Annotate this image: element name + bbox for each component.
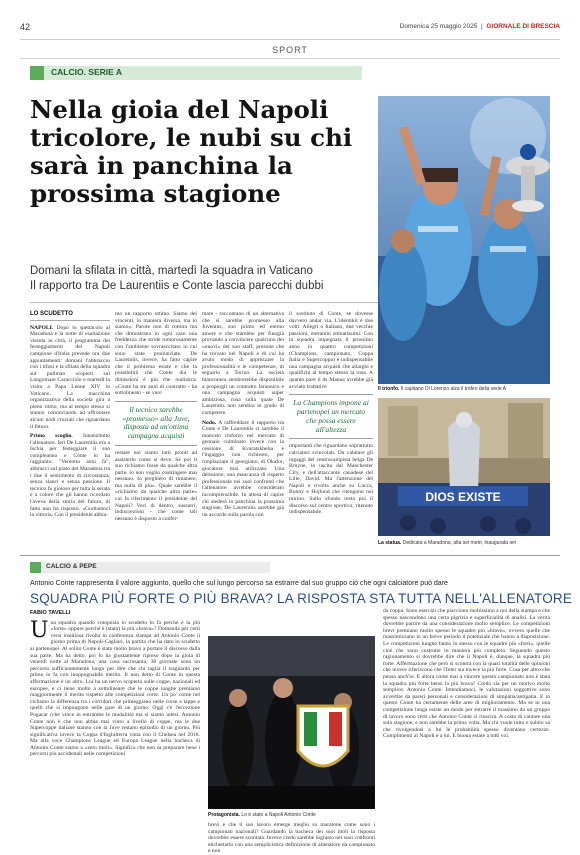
paragraph-text: restare noi siamo tutti pronti ad assisterlo come si deve. Se poi il suo richiamo fosse da qualche altra parte, io non voglio costringere mai nessuno. Io preghiero di rimanere, ma nulla di più». Quale sarebbe il «richiamo da qualche altra parte» cui fa riferimento il presidente del Napoli? Voci di dentro, sussurri, indiscrezioni - che come tali nessuno è disposto a confer-: [115, 449, 197, 522]
summary-line: Antonio Conte rappresenta il valore aggiunto, quello che sul lungo percorso sa estrarre dal suo gruppo ciò che ogni calciatore può dare: [30, 580, 448, 587]
article-column-4: [289, 311, 373, 551]
caption-text: Lo è stato a Napoli Antonio Conte: [241, 812, 316, 818]
maradona-statue-image: [378, 398, 550, 536]
paragraph-lead: Primo scoglio.: [30, 433, 73, 440]
column-tag: [30, 562, 270, 573]
caption-text: Il capitano Di Lorenzo alza il trofeo della serie A: [400, 386, 507, 392]
pull-quote: Il tecnico sarebbe «promesso» alla Juve, disposta ad un'ottima campagna acquisti: [115, 401, 197, 446]
byline: FABIO TAVELLI: [30, 610, 71, 616]
article-kicker: LO SCUDETTO: [30, 311, 110, 321]
section-rule: [20, 58, 560, 59]
trophy-photo: [378, 96, 550, 384]
page-number: 42: [20, 22, 31, 32]
paragraph-text: importanti che riguardano soprattutto calciatori svincolati. Da valutare gli ingaggi del centrocampista belga De Bruyne, in uscita dal Manchester City, e dell'attaccante canadese del Lille, David. Ma l'attenzione del Napoli è rivolta anche su Lucca, Bonny e Hojlund che ritengono nel mirino. Sullo sfondo resta poi il discorso sul centro sportivo, ritenuto indispensabile.: [289, 443, 373, 516]
statue-photo: [378, 398, 550, 536]
deck-rule: [30, 302, 380, 303]
conte-celebration-image: [208, 636, 375, 809]
paragraph-text: brevi e che il suo lavoro emerge meglio su maratone come sono i campionati nazionali? Guardando la bacheca dei suoi titoli la risposta dovrebbe essere scontata. Invece credo sarebbe ingiusto nei suoi confronti etichettarlo con una semplicistica definizione di allenatore da campionato e non: [208, 822, 375, 855]
opinion-column-2: [208, 822, 375, 855]
paragraph-text: mo un rapporto ottimo. Siamo dei vincenti, in maniera diversa, ma lo siamo». Parole non di rottura ma che dimostrano in ogni caso una freddezza che stride rumorosamente con l'ambiente sovraeccitato in cui sono state pronunciate. De Laurentiis, invece, ha fatto capire che il problema esiste e che la possibilità che Conte dia le dimissioni è più che realistica. «Conte ha tre anni di contratto - ha sottolineato - se vuol: [115, 311, 197, 397]
issue-date: Domenica 25 maggio 2025: [399, 23, 478, 30]
paragraph-text: mare - raccontano di un alternativa che si sarebbe promesso alla Juventus, suo primo ed eterno amore e che starebbe per finogià provando a convincere qualcuno dei «nuovi» del suo staff, presone che ha trovato nel Napoli e di cui ha avuto modo di apprezzare la professionalità e le competenze, di seguirlo a Torino. La società bianconera sembrerebbe disponibile a proporgli un contratto faraonico e una campagna acquisti super ambiziosa, cosa sulla quale De Laurentiis non sembra in grado di competere.: [202, 311, 284, 416]
column-tag-label: CALCIO & PEPE: [46, 563, 97, 570]
section-title: SPORT: [272, 45, 308, 55]
drop-cap: U: [30, 617, 49, 643]
paragraph-text: Dopo lo spettacolo al Maradona e la notte di esaltazione vissuta in città, il programma dei festeggiamenti del Napoli campione d'Italia prevede ora due appuntamenti: domani l'abbraccio con i tifosi e la sfilata della squadra sui pullman scoperti sul Lungomare Caracciolo e martedì la visita a Papa Leone XIV in Vaticano. La macchina organizzativa della società gira a pieno ritmo, ma al tempo stesso si stanno cominciando ad affrontare alcuni nodi cruciali che riguardano il futuro.: [30, 324, 110, 430]
caption-lead: Il trionfo.: [378, 386, 400, 392]
article-column-3: [202, 311, 284, 551]
paragraph-text: na squadra quando conquista lo scudetto lo fa perché è la più «forte» oppure perché è (stata) la più «brava»? Domanda per certi versi insidiosa rivolta in conferenza stampa ad Antonio Conte il giorno prima di Napoli-Cagliari, la partita che ha dato lo scudetto ai partenopei. Al solito Conte è stato molto bravo a portare il discorso dalla sua parte. Ma ha detto, poi lo ha giustamente ripreso dopo la gioia di venerdì notte al Maradona, una cosa sacrosanta: 38 giornate sono un percorso sufficientemente lungo per dire che chi taglia il traguardo per primo lo fa con inoppugnabile merito. Il non detto di Conte in questa affermazione è un altro. Lui ha un nervo scoperto sulle coppe, nazionali ed europee, e ci tiene molto a sottolineare che le coppe lunghe premiano maggiormente il merito rispetto alle competizioni corte. Un po' come nel ciclismo la differenza tra i corridori che primeggiano nelle corse a tappe e quelli che si impongono nelle gare di un giorno. Oggi c'è l'eccezione Pogacar (che vince in entrambe le modalità) ma si siamo intesi. Antonio Conte non è che non abbia mai vinto a livello di coppe, ma le due Supercoppe italiane stanno con la Juve restano episodio di un giorno. Più significativa invece la Coppa d'Inghilterra vinta con il Chelsea nel 2018. Ma alla voce Champions League ed Europa League nella bacheca di Antonio Conte siamo a «zero titoli». Significa che non sa preparare bene i percorsi più accidentali nelle competizioni: [30, 619, 200, 758]
caption-text: Dedicata a Maradona, alta sei metri, inaugurata ieri: [402, 540, 517, 546]
paragraph: [30, 325, 110, 431]
article-column-2: [115, 311, 197, 551]
tag-square-icon: [30, 562, 41, 573]
paragraph-text: da coppa. Sono esercizi che piacciono moltissimo a noi della stampa e che spesso nascondono una certa pigrizia e superficialità di analisi. La verità dovrebbe partire da una considerazione molto semplice. Le competizioni brevi premiano molto spesso le squadre più «brave», ovvero quelle che massimizzano in un breve periodo il potenziale che hanno a disposizione. Le competizioni lunghe fanno lo stesso con le squadre più «forti», quelle cioè che sono costruite in maniera più completa. Seguendo questo ragionamento si dovrebbe dire che il Napoli è, dunque, la squadra più forte. Affermazione che però si scontra con la quasi totalità delle opinioni che invece riferiscono che l'Inter sia invece la più forte. Cosa per altro che penso anch'io. E allora come mai a vincere questo campionato non è stata la squadra più forte bensì la più brava? Credo sia per un motivo molto semplice: Antonio Conte. Intendiamoci, le valutazioni soggettive sono avvertite da pareri personali e considerazioni di simpatia/antipatia. E in questo Conte ha certamente delle aree di miglioramento. Ma se in una competizione lunga esiste un modo per estrarre il massimo da un gruppo di lavoro sono certi che Antonio Conte ci riuscirà. A costo di cantare una sola stagione, e non sarebbe la prima volta. Ma chi vuole tutto e subito sa che rivolgendosi a lui le probabilità spesso diventano certezze. Complimenti al Napoli e a lui. E buona estate a tutti voi.: [383, 608, 550, 740]
dateline: Domenica 25 maggio 2025 | GIORNALE DI BRESCIA: [399, 23, 560, 30]
topic-tag: [30, 66, 362, 80]
trophy-celebration-image: [378, 96, 550, 384]
paragraph-text: A raffreddare il rapporto tra Conte e De Laurentiis ci sarebbe il mancato rinforzo nel mercato di gennaio culminato invece con la cessione di Kvaratskhelia e l'ingaggio non richiesto, per rimpiazzare il georgiano, di Okafor, giocatore mai utilizzato. Una delusione, una mancanza di rispetto professionale nei suoi confronti che l'allenatore avrebbe considerato incomprensibile. In attesa di capire chi siederà in panchina la prossima stagione, De Laurentiis sarebbe già un accordo sulla parola con: [202, 419, 284, 518]
opinion-headline: SQUADRA PIÙ FORTE O PIÙ BRAVA? LA RISPOSTA STA TUTTA NELL'ALLENATORE: [30, 591, 573, 606]
article-separator: [20, 555, 560, 556]
paragraph-text: il sostituto di Conte, se dovesse davvero andar via. L'identikit è due volti: Allegri o Italiano, due vecchie passioni, entrambi stimatissimi. Con la squadra impegnata il prossimo anno in quattro competizioni (Champions, campionato, Coppa Italia e Supercoppa) è indispensabile una campagna acquisti che allarghi e qualifichi al tempo stesso la rosa. A quanto pare il ds Manna avrebbe già avviato trattative: [289, 311, 373, 390]
tag-square-icon: [30, 66, 44, 80]
caption-lead: Protagonista.: [208, 812, 240, 818]
deck-line-1: Domani la sfilata in città, martedì la squadra in Vaticano: [30, 265, 313, 277]
statue-banner-text: DIOS EXISTE: [425, 490, 501, 504]
paragraph: [30, 433, 110, 519]
paragraph-text: Innanzitutto l'allenatore. Ieri De Laurentiis era a Ischia per festeggiare il suo compleanno e Conte lo ha raggiunto. "Ventotto anni fa", abbracci sul prato del Maradona tra i due il sentimento di circostanza, senza slanci e senza passione. Il tecnico fu gioioso per tutta la serata e a colore che gli hanno ricordato l'aveva della storia del futuro, di fatto non ha risposto. «Godiamoci la vittoria. Con il presidente abbia-: [30, 433, 110, 519]
newspaper-name: GIORNALE DI BRESCIA: [486, 23, 560, 30]
paragraph-lead: NAPOLI.: [30, 324, 54, 331]
opinion-column-1: [30, 608, 200, 834]
photo-caption: [378, 386, 550, 392]
caption-lead: La statua.: [378, 540, 402, 546]
deck-line-2: Il rapporto tra De Laurentiis e Conte lascia parecchi dubbi: [30, 280, 324, 292]
opinion-column-3: [383, 608, 550, 836]
pull-quote: La Champions impone ai partenopei un mercato che possa essere all'altezza: [289, 394, 373, 439]
main-headline: Nella gioia del Napoli tricolore, le nubi su chi sarà in panchina la prossima stagione: [30, 95, 353, 208]
deck: [30, 264, 380, 294]
conte-photo: [208, 636, 375, 809]
page-header: [20, 20, 560, 36]
header-rule: [20, 39, 560, 40]
paragraph-lead: Nodo.: [202, 419, 217, 426]
article-column-1: [30, 311, 110, 551]
topic-tag-label: CALCIO. SERIE A: [51, 67, 122, 77]
photo-caption: [378, 540, 550, 546]
photo-caption: [208, 812, 378, 818]
paragraph: [202, 420, 284, 519]
